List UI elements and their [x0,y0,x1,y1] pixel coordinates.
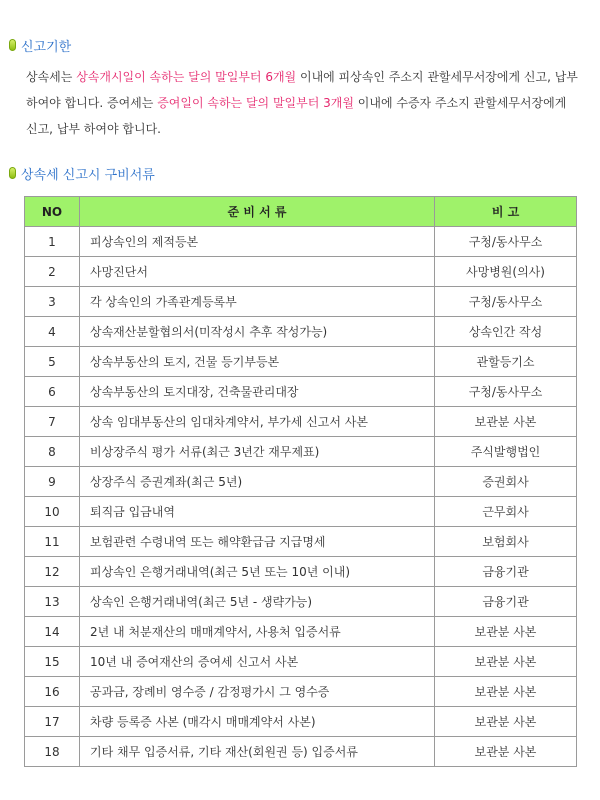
table-row [25,347,577,377]
cell-note: 관할등기소 [435,347,577,377]
table-row [25,557,577,587]
cell-doc: 사망진단서 [80,257,435,287]
section-title-text: 신고기한 [21,39,72,55]
cell-note: 구청/동사무소 [435,377,577,407]
cell-doc: 보험관련 수령내역 또는 해약환급금 지급명세 [80,527,435,557]
cell-no: 8 [25,437,80,467]
section-title-documents [9,164,155,182]
table-row [25,227,577,257]
table-row [25,377,577,407]
cell-doc: 차량 등록증 사본 (매각시 매매계약서 사본) [80,707,435,737]
cell-doc: 기타 채무 입증서류, 기타 재산(회원권 등) 입증서류 [80,737,435,767]
cell-no: 15 [25,647,80,677]
paragraph-line [26,90,592,116]
cell-no: 4 [25,317,80,347]
text-span: 이내에 피상속인 주소지 관할세무서장에게 신고, 납부 [296,70,578,84]
cell-no: 6 [25,377,80,407]
table-row [25,437,577,467]
cell-doc: 상속재산분할협의서(미작성시 추후 작성가능) [80,317,435,347]
cell-no: 13 [25,587,80,617]
highlight-text: 상속개시일이 속하는 달의 말일부터 6개월 [76,70,297,84]
table-row [25,677,577,707]
cell-doc: 상속부동산의 토지, 건물 등기부등본 [80,347,435,377]
cell-note: 상속인간 작성 [435,317,577,347]
cell-note: 보험회사 [435,527,577,557]
table-header-row [25,197,577,227]
table-row [25,737,577,767]
table-row [25,287,577,317]
cell-doc: 상속인 은행거래내역(최근 5년 - 생략가능) [80,587,435,617]
cell-doc: 피상속인 은행거래내역(최근 5년 또는 10년 이내) [80,557,435,587]
deadline-paragraph [26,64,592,142]
table-row [25,407,577,437]
cell-note: 보관분 사본 [435,737,577,767]
table-row [25,317,577,347]
paragraph-line: 신고, 납부 하여야 합니다. [26,122,161,136]
cell-doc: 피상속인의 제적등본 [80,227,435,257]
highlight-text: 증여일이 속하는 달의 말일부터 3개월 [157,96,354,110]
cell-note: 구청/동사무소 [435,227,577,257]
cell-no: 5 [25,347,80,377]
table-row [25,527,577,557]
section-title-text: 상속세 신고시 구비서류 [21,167,155,183]
table-row [25,617,577,647]
cell-no: 10 [25,497,80,527]
table-row [25,587,577,617]
table-row [25,497,577,527]
table-row [25,707,577,737]
cell-note: 근무회사 [435,497,577,527]
table-row [25,257,577,287]
cell-doc: 2년 내 처분재산의 매매계약서, 사용처 입증서류 [80,617,435,647]
cell-note: 보관분 사본 [435,407,577,437]
cell-doc: 상속 임대부동산의 임대차계약서, 부가세 신고서 사본 [80,407,435,437]
cell-doc: 공과금, 장례비 영수증 / 감정평가시 그 영수증 [80,677,435,707]
table-row [25,467,577,497]
cell-no: 18 [25,737,80,767]
cell-no: 3 [25,287,80,317]
cell-no: 12 [25,557,80,587]
cell-note: 보관분 사본 [435,707,577,737]
paragraph-line [26,64,592,90]
documents-table [24,196,577,767]
cell-note: 사망병원(의사) [435,257,577,287]
cell-no: 7 [25,407,80,437]
cell-note: 보관분 사본 [435,677,577,707]
cell-doc: 상장주식 증권계좌(최근 5년) [80,467,435,497]
cell-no: 11 [25,527,80,557]
cell-note: 구청/동사무소 [435,287,577,317]
text-span: 하여야 합니다. 증여세는 [26,96,158,110]
cell-no: 16 [25,677,80,707]
cell-no: 2 [25,257,80,287]
cell-doc: 10년 내 증여재산의 증여세 신고서 사본 [80,647,435,677]
cell-no: 1 [25,227,80,257]
cell-no: 9 [25,467,80,497]
cell-doc: 비상장주식 평가 서류(최근 3년간 재무제표) [80,437,435,467]
bullet-icon [9,167,16,179]
text-span: 이내에 수증자 주소지 관할세무서장에게 [353,96,567,110]
header-note: 비 고 [435,197,577,227]
table-row [25,647,577,677]
header-documents: 준 비 서 류 [80,197,435,227]
text-span: 상속세는 [26,70,77,84]
cell-doc: 상속부동산의 토지대장, 건축물관리대장 [80,377,435,407]
cell-no: 17 [25,707,80,737]
cell-note: 증권회사 [435,467,577,497]
cell-note: 금융기관 [435,557,577,587]
section-title-deadline [9,36,71,54]
cell-note: 보관분 사본 [435,617,577,647]
bullet-icon [9,39,16,51]
cell-note: 주식발행법인 [435,437,577,467]
cell-doc: 퇴직금 입금내역 [80,497,435,527]
cell-note: 보관분 사본 [435,647,577,677]
header-no: NO [25,197,80,227]
cell-note: 금융기관 [435,587,577,617]
cell-doc: 각 상속인의 가족관계등록부 [80,287,435,317]
cell-no: 14 [25,617,80,647]
